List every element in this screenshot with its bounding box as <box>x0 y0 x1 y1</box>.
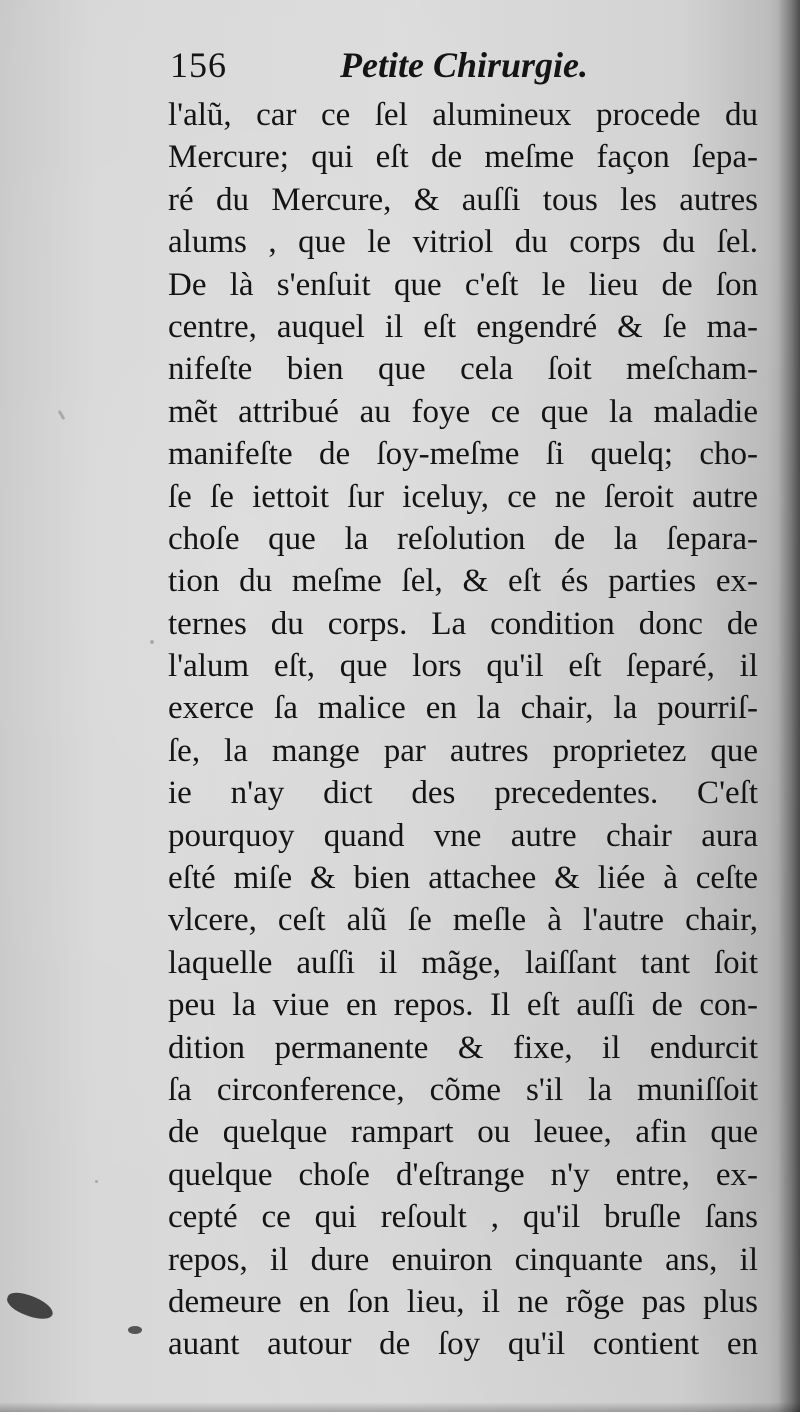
paper-speck <box>58 410 66 420</box>
text-line: auant autour de ſoy qu'il contient en <box>168 1326 758 1363</box>
page-bottom-edge <box>0 1402 800 1412</box>
text-line: peu la viue en repos. Il eſt auſſi de con- <box>168 987 758 1024</box>
text-line: ternes du corps. La condition donc de <box>168 605 758 642</box>
text-line: cepté ce qui reſoult , qu'il bruſle ſans <box>168 1199 758 1236</box>
text-line: vlcere, ceſt alũ ſe meſle à l'autre chair, <box>168 902 758 939</box>
page-header <box>170 42 770 88</box>
text-line: centre, auquel il eſt engendré & ſe ma- <box>168 308 758 345</box>
text-line: choſe que la reſolution de la ſepara- <box>168 520 758 557</box>
text-line: de quelque rampart ou leuee, afin que <box>168 1114 758 1151</box>
text-line: l'alũ, car ce ſel alumineux procede du <box>168 97 758 133</box>
text-line: quelque choſe d'eſtrange n'y entre, ex- <box>168 1156 758 1193</box>
paper-speck <box>150 640 154 644</box>
page-gutter-shadow <box>778 0 800 1412</box>
text-line: alums , que le vitriol du corps du ſel. <box>168 224 758 261</box>
running-head: Petite Chirurgie. <box>340 45 589 85</box>
text-line: De là s'enſuit que c'eſt le lieu de ſon <box>168 266 758 303</box>
text-line: tion du meſme ſel, & eſt és parties ex- <box>168 563 758 600</box>
paper-speck <box>95 1180 98 1183</box>
text-line: eſté miſe & bien attachee & liée à ceſte <box>168 860 758 897</box>
ink-speck <box>128 1326 142 1334</box>
text-line: ſe ſe iettoit ſur iceluy, ce ne ſeroit autre <box>168 478 758 515</box>
text-line: mẽt attribué au foye ce que la maladie <box>168 393 758 430</box>
text-line: demeure en ſon lieu, il ne rõge pas plus <box>168 1283 758 1320</box>
text-line: ré du Mercure, & auſſi tous les autres <box>168 181 758 218</box>
page-number: 156 <box>170 45 227 85</box>
text-line: nifeſte bien que cela ſoit meſcham- <box>168 351 758 388</box>
text-line: dition permanente & fixe, il endurcit <box>168 1029 758 1066</box>
text-line: exerce ſa malice en la chair, la pourriſ- <box>168 690 758 727</box>
text-line: ſe, la mange par autres proprietez que <box>168 732 758 769</box>
ink-blot <box>4 1289 56 1323</box>
text-line: manifeſte de ſoy-meſme ſi quelq; cho- <box>168 436 758 473</box>
text-line: ie n'ay dict des precedentes. C'eſt <box>168 775 758 812</box>
text-line: repos, il dure enuiron cinquante ans, il <box>168 1241 758 1278</box>
text-line: Mercure; qui eſt de meſme façon ſepa- <box>168 139 758 176</box>
text-line: l'alum eſt, que lors qu'il eſt ſeparé, il <box>168 648 758 685</box>
text-line: pourquoy quand vne autre chair aura <box>168 817 758 854</box>
body-text <box>168 94 758 1366</box>
text-line: ſa circonference, cõme s'il la muniſſoit <box>168 1071 758 1108</box>
text-line: laquelle auſſi il mãge, laiſſant tant ſoit <box>168 944 758 981</box>
